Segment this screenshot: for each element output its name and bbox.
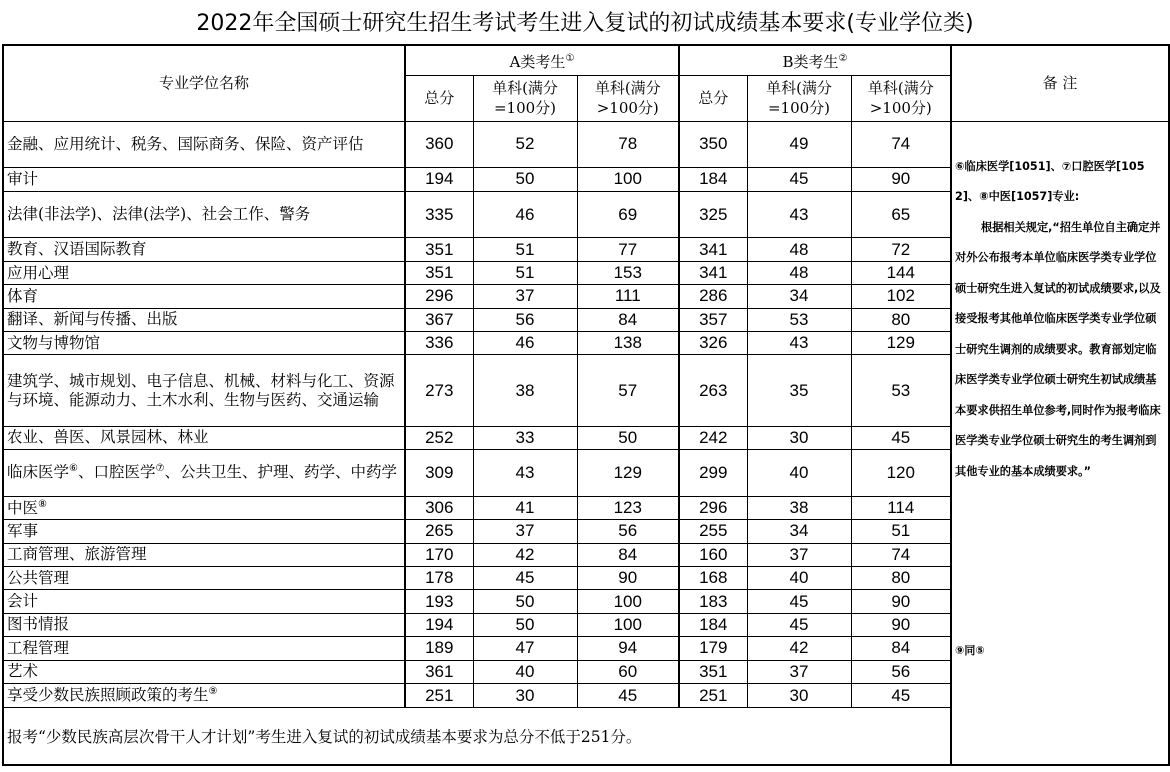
a-single-gt100-score: 129 (577, 450, 679, 497)
degree-name: 会计 (3, 590, 405, 613)
a-single-100-score: 52 (473, 121, 577, 168)
b-single-gt100-score: 80 (851, 308, 951, 331)
degree-name: 金融、应用统计、税务、国际商务、保险、资产评估 (3, 121, 405, 168)
a-single-gt100-score: 84 (577, 543, 679, 566)
a-single-100-score: 42 (473, 543, 577, 566)
a-total-score: 265 (405, 520, 473, 543)
b-single-gt100-score: 144 (851, 261, 951, 284)
a-single-100-score: 56 (473, 308, 577, 331)
b-single-gt100-score: 45 (851, 426, 951, 449)
a-single-gt100-score: 90 (577, 567, 679, 590)
a-single-gt100-score: 138 (577, 332, 679, 355)
b-total-score: 184 (679, 168, 747, 191)
a-total-score: 189 (405, 637, 473, 660)
header-name: 专业学位名称 (3, 45, 405, 121)
a-single-100-score: 46 (473, 191, 577, 238)
footnote-mark: ⑥ (69, 463, 78, 475)
b-total-score: 255 (679, 520, 747, 543)
b-single-100-score: 37 (747, 543, 851, 566)
b-total-score: 160 (679, 543, 747, 566)
degree-name: 翻译、新闻与传播、出版 (3, 308, 405, 331)
page-title: 2022年全国硕士研究生招生考试考生进入复试的初试成绩基本要求(专业学位类) (196, 11, 974, 36)
remarks-text: ⑥临床医学[1051]、⑦口腔医学[1052]、⑧中医[1057]专业: 根据相关规定,“招生单位自主确定并对外公布报考本单位临床医学类专业学位硕士研究生进入复试的初试成绩要求,以及接受报考其他单位临床医学类专业学位硕士研究生调剂的成绩要求。教育部划定临床医学类专业学位硕士研究生初试成绩基本要求供招生单位参考,同时作为报考临床医学类专业学位硕士研究生的考生调剂到其他专业的基本成绩要求。” (955, 159, 1161, 478)
b-single-gt100-score: 65 (851, 191, 951, 238)
a-single-100-score: 30 (473, 683, 577, 707)
a-single-gt100-score: 56 (577, 520, 679, 543)
b-single-100-score: 48 (747, 238, 851, 261)
b-total-score: 326 (679, 332, 747, 355)
header-group-b: B类考生② (679, 45, 951, 75)
a-total-score: 335 (405, 191, 473, 238)
b-single-gt100-score: 72 (851, 238, 951, 261)
a-total-score: 367 (405, 308, 473, 331)
degree-name: 图书情报 (3, 613, 405, 636)
a-single-100-score: 37 (473, 285, 577, 308)
degree-name: 文物与博物馆 (3, 332, 405, 355)
score-table (2, 44, 1170, 766)
header-b-single-100: 单科(满分 =100分) (747, 75, 851, 121)
header-group-a: A类考生① (405, 45, 679, 75)
b-total-score: 296 (679, 496, 747, 519)
a-total-score: 273 (405, 355, 473, 426)
b-single-gt100-score: 84 (851, 637, 951, 660)
b-single-100-score: 34 (747, 285, 851, 308)
b-single-100-score: 30 (747, 426, 851, 449)
b-single-100-score: 34 (747, 520, 851, 543)
a-single-100-score: 38 (473, 355, 577, 426)
b-single-gt100-score: 90 (851, 613, 951, 636)
b-total-score: 357 (679, 308, 747, 331)
b-single-gt100-score: 129 (851, 332, 951, 355)
degree-name: 工商管理、旅游管理 (3, 543, 405, 566)
a-total-score: 193 (405, 590, 473, 613)
a-total-score: 360 (405, 121, 473, 168)
degree-name: 中医⑧ (3, 496, 405, 519)
b-single-gt100-score: 45 (851, 683, 951, 707)
footer-note: 报考“少数民族高层次骨干人才计划”考生进入复试的初试成绩基本要求为总分不低于251分。 (3, 708, 951, 765)
b-single-100-score: 43 (747, 191, 851, 238)
b-single-100-score: 40 (747, 567, 851, 590)
a-single-100-score: 43 (473, 450, 577, 497)
b-single-100-score: 43 (747, 332, 851, 355)
b-single-100-score: 37 (747, 660, 851, 683)
degree-name: 公共管理 (3, 567, 405, 590)
a-total-score: 170 (405, 543, 473, 566)
degree-name: 工程管理 (3, 637, 405, 660)
degree-name: 审计 (3, 168, 405, 191)
b-single-100-score: 45 (747, 590, 851, 613)
a-single-100-score: 33 (473, 426, 577, 449)
a-total-score: 351 (405, 238, 473, 261)
table-row (3, 121, 1169, 168)
a-total-score: 351 (405, 261, 473, 284)
a-total-score: 309 (405, 450, 473, 497)
b-single-100-score: 35 (747, 355, 851, 426)
a-single-gt100-score: 78 (577, 121, 679, 168)
footnote-mark: ⑨ (208, 686, 218, 697)
b-single-gt100-score: 114 (851, 496, 951, 519)
b-single-100-score: 40 (747, 450, 851, 497)
footnote-mark: ② (838, 52, 848, 64)
a-single-100-score: 47 (473, 637, 577, 660)
a-single-100-score: 50 (473, 590, 577, 613)
degree-name: 农业、兽医、风景园林、林业 (3, 426, 405, 449)
header-a-single-gt100: 单科(满分 >100分) (577, 75, 679, 121)
b-total-score: 251 (679, 683, 747, 707)
b-single-gt100-score: 56 (851, 660, 951, 683)
b-total-score: 179 (679, 637, 747, 660)
b-single-gt100-score: 53 (851, 355, 951, 426)
a-total-score: 296 (405, 285, 473, 308)
a-total-score: 336 (405, 332, 473, 355)
a-single-gt100-score: 84 (577, 308, 679, 331)
footnote-mark: ⑧ (38, 498, 47, 510)
a-single-100-score: 41 (473, 496, 577, 519)
b-total-score: 351 (679, 660, 747, 683)
b-single-gt100-score: 90 (851, 168, 951, 191)
b-single-gt100-score: 51 (851, 520, 951, 543)
b-single-gt100-score: 80 (851, 567, 951, 590)
degree-name: 军事 (3, 520, 405, 543)
a-single-gt100-score: 69 (577, 191, 679, 238)
a-single-gt100-score: 153 (577, 261, 679, 284)
b-single-gt100-score: 102 (851, 285, 951, 308)
remarks-cell (951, 121, 1169, 765)
a-single-100-score: 50 (473, 168, 577, 191)
a-total-score: 178 (405, 567, 473, 590)
header-a-total: 总分 (405, 75, 473, 121)
a-single-gt100-score: 50 (577, 426, 679, 449)
a-total-score: 194 (405, 613, 473, 636)
a-single-100-score: 46 (473, 332, 577, 355)
a-single-gt100-score: 100 (577, 168, 679, 191)
b-total-score: 168 (679, 567, 747, 590)
a-single-100-score: 51 (473, 261, 577, 284)
a-total-score: 194 (405, 168, 473, 191)
degree-name: 建筑学、城市规划、电子信息、机械、材料与化工、资源与环境、能源动力、土木水利、生物与医药、交通运输 (3, 355, 405, 426)
b-single-100-score: 30 (747, 683, 851, 707)
b-single-100-score: 48 (747, 261, 851, 284)
b-single-100-score: 53 (747, 308, 851, 331)
a-total-score: 361 (405, 660, 473, 683)
b-total-score: 341 (679, 261, 747, 284)
footnote-mark: ⑦ (155, 463, 165, 475)
header-b-single-gt100: 单科(满分 >100分) (851, 75, 951, 121)
a-single-100-score: 37 (473, 520, 577, 543)
b-single-100-score: 49 (747, 121, 851, 168)
b-total-score: 286 (679, 285, 747, 308)
b-single-gt100-score: 120 (851, 450, 951, 497)
remarks-note-9: ⑨同⑤ (955, 643, 985, 657)
a-single-gt100-score: 77 (577, 238, 679, 261)
b-total-score: 325 (679, 191, 747, 238)
a-single-100-score: 45 (473, 567, 577, 590)
degree-name: 艺术 (3, 660, 405, 683)
a-total-score: 306 (405, 496, 473, 519)
degree-name: 临床医学⑥、口腔医学⑦、公共卫生、护理、药学、中药学 (3, 450, 405, 497)
header-a-single-100: 单科(满分 =100分) (473, 75, 577, 121)
b-single-gt100-score: 74 (851, 543, 951, 566)
b-total-score: 183 (679, 590, 747, 613)
a-single-gt100-score: 57 (577, 355, 679, 426)
header-remarks: 备 注 (951, 45, 1169, 121)
b-total-score: 263 (679, 355, 747, 426)
b-single-100-score: 45 (747, 168, 851, 191)
b-total-score: 299 (679, 450, 747, 497)
degree-name: 法律(非法学)、法律(法学)、社会工作、警务 (3, 191, 405, 238)
b-total-score: 184 (679, 613, 747, 636)
a-single-gt100-score: 60 (577, 660, 679, 683)
b-single-100-score: 38 (747, 496, 851, 519)
b-total-score: 350 (679, 121, 747, 168)
a-single-100-score: 40 (473, 660, 577, 683)
a-single-100-score: 50 (473, 613, 577, 636)
a-single-gt100-score: 123 (577, 496, 679, 519)
a-single-gt100-score: 111 (577, 285, 679, 308)
footnote-mark: ① (565, 52, 575, 64)
a-total-score: 252 (405, 426, 473, 449)
degree-name: 教育、汉语国际教育 (3, 238, 405, 261)
b-single-gt100-score: 74 (851, 121, 951, 168)
degree-name: 体育 (3, 285, 405, 308)
degree-name: 享受少数民族照顾政策的考生⑨ (3, 683, 405, 707)
a-single-100-score: 51 (473, 238, 577, 261)
a-single-gt100-score: 45 (577, 683, 679, 707)
header-b-total: 总分 (679, 75, 747, 121)
degree-name: 应用心理 (3, 261, 405, 284)
b-single-100-score: 42 (747, 637, 851, 660)
b-total-score: 242 (679, 426, 747, 449)
b-total-score: 341 (679, 238, 747, 261)
a-single-gt100-score: 94 (577, 637, 679, 660)
a-total-score: 251 (405, 683, 473, 707)
b-single-gt100-score: 90 (851, 590, 951, 613)
a-single-gt100-score: 100 (577, 590, 679, 613)
a-single-gt100-score: 100 (577, 613, 679, 636)
b-single-100-score: 45 (747, 613, 851, 636)
